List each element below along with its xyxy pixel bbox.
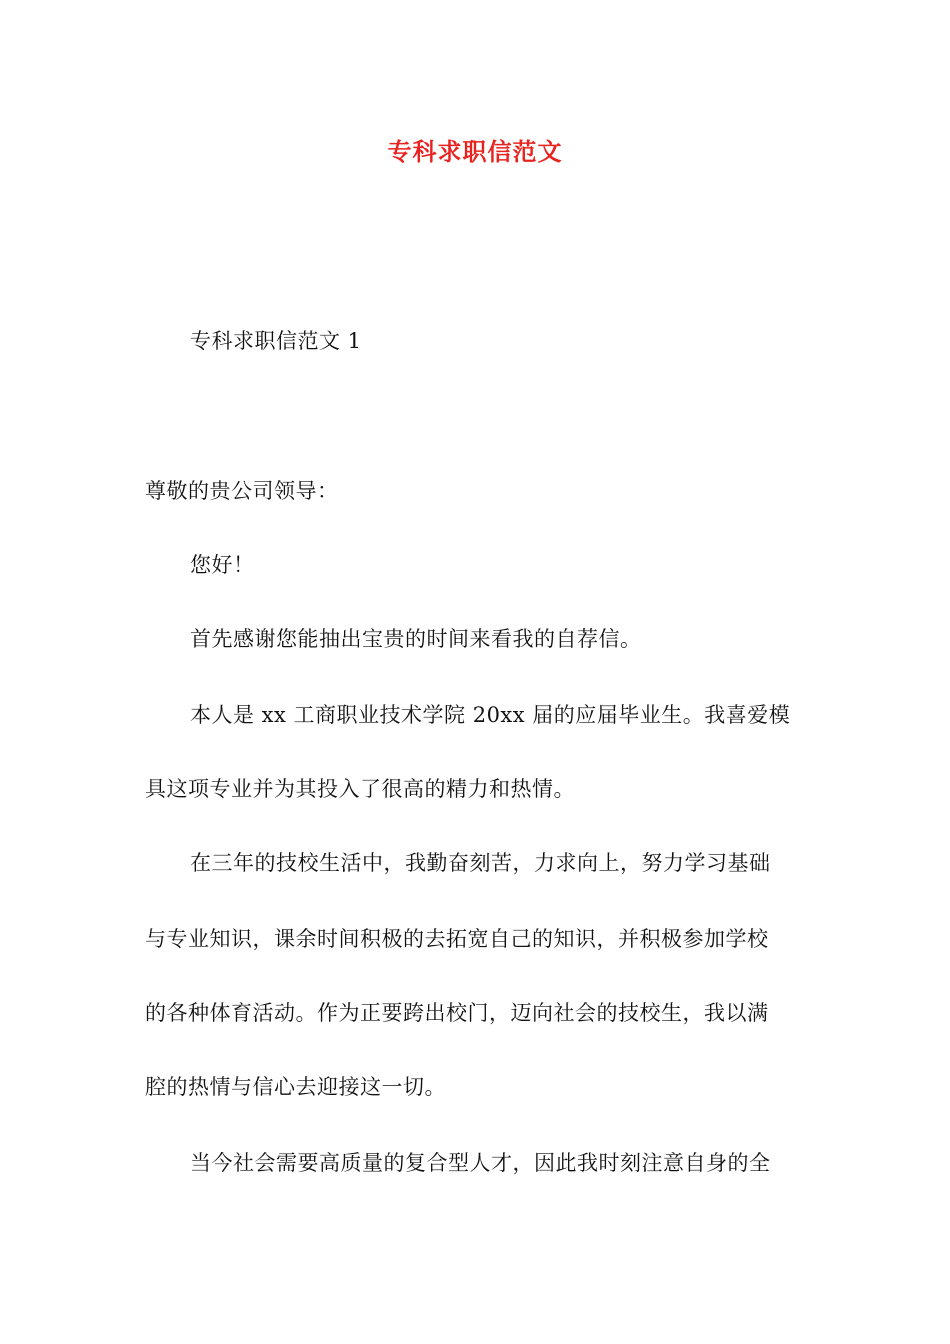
salutation: 尊敬的贵公司领导：: [145, 479, 339, 503]
section-heading: 专科求职信范文 1: [190, 329, 362, 353]
paragraph-line: 当今社会需要高质量的复合型人才，因此我时刻注意自身的全: [190, 1151, 771, 1175]
paragraph-line: 在三年的技校生活中，我勤奋刻苦，力求向上，努力学习基础: [190, 851, 771, 875]
greeting: 您好！: [190, 553, 255, 577]
paragraph-line: 的各种体育活动。作为正要跨出校门，迈向社会的技校生，我以满: [145, 1001, 769, 1025]
paragraph-line: 首先感谢您能抽出宝贵的时间来看我的自荐信。: [190, 627, 642, 651]
paragraph-line: 腔的热情与信心去迎接这一切。: [145, 1075, 446, 1099]
paragraph-line: 本人是 xx 工商职业技术学院 20xx 届的应届毕业生。我喜爱模: [190, 703, 791, 727]
paragraph-line: 具这项专业并为其投入了很高的精力和热情。: [145, 777, 575, 801]
document-title: 专科求职信范文: [387, 137, 563, 166]
paragraph-line: 与专业知识，课余时间积极的去拓宽自己的知识，并积极参加学校: [145, 927, 769, 951]
